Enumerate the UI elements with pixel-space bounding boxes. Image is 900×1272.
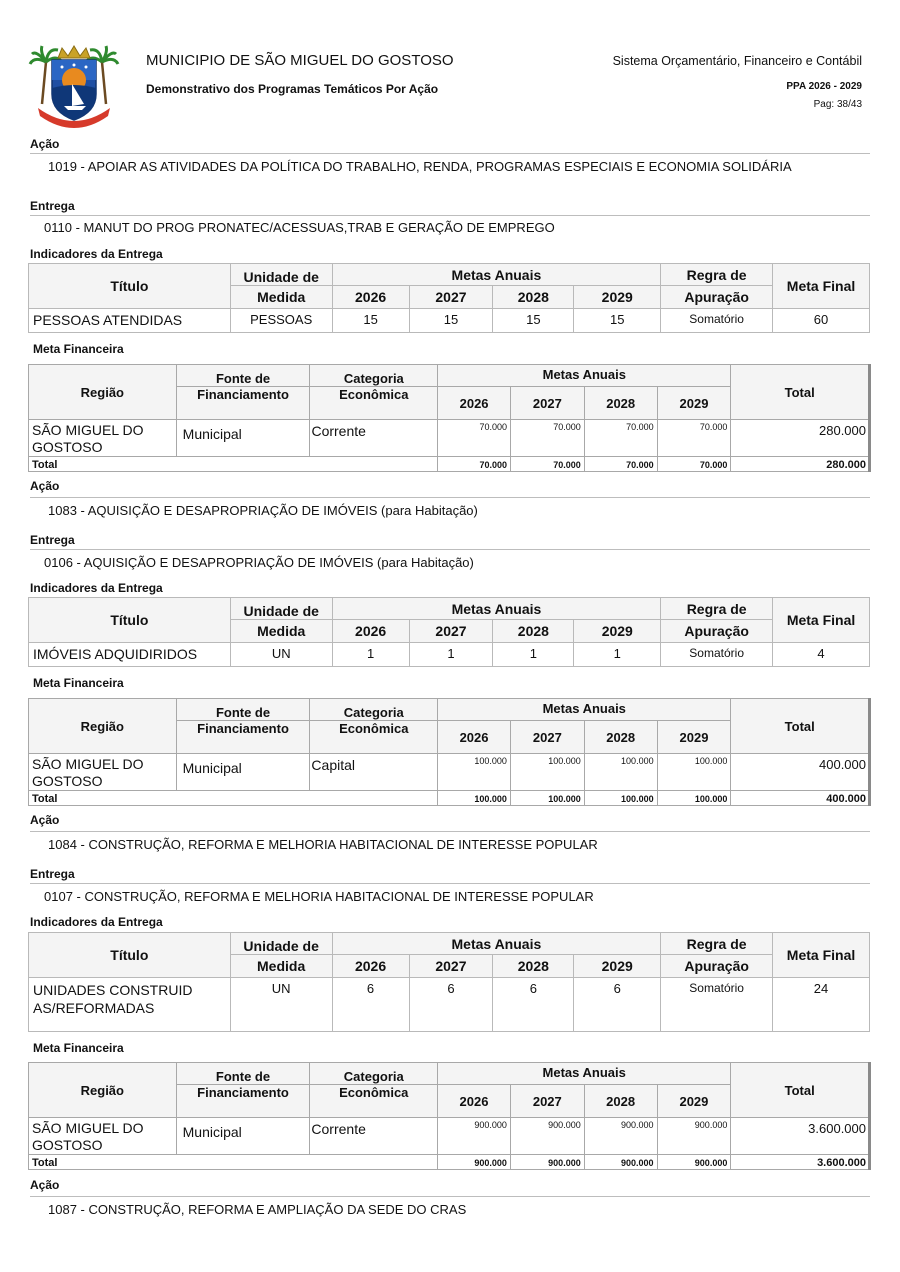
col-year: 2026 (438, 1085, 511, 1118)
total-value: 100.000 (438, 791, 511, 806)
total-value: 70.000 (584, 457, 657, 472)
col-metas-anuais: Metas Anuais (332, 598, 661, 620)
col-regiao: Região (29, 365, 177, 420)
col-regra-1: Regra de (661, 598, 773, 620)
meta-financeira-label: Meta Financeira (33, 1041, 124, 1055)
total-row (29, 457, 870, 472)
divider (30, 497, 870, 498)
indicator-meta: 1 (332, 643, 409, 667)
col-titulo: Título (29, 933, 231, 978)
col-metas-anuais: Metas Anuais (438, 699, 731, 721)
total-value: 900.000 (438, 1155, 511, 1170)
col-unidade-2: Medida (230, 286, 332, 309)
fin-regiao: SÃO MIGUEL DO GOSTOSO (29, 1118, 177, 1155)
col-year: 2027 (510, 1085, 584, 1118)
indicator-table (28, 932, 870, 1032)
col-year: 2026 (438, 721, 511, 754)
entrega-description: 0110 - MANUT DO PROG PRONATEC/ACESSUAS,TRAB E GERAÇÃO DE EMPREGO (44, 220, 555, 235)
financial-table (28, 364, 871, 472)
entrega-description: 0106 - AQUISIÇÃO E DESAPROPRIAÇÃO DE IMÓVEIS (para Habitação) (44, 555, 474, 570)
divider (30, 215, 870, 216)
col-year: 2029 (657, 1085, 731, 1118)
col-total: Total (731, 1063, 870, 1118)
table-row (29, 1118, 870, 1155)
col-categoria-1: Categoria (310, 365, 438, 387)
entrega-label: Entrega (30, 533, 75, 547)
col-metas-anuais: Metas Anuais (438, 365, 731, 387)
table-row (29, 754, 870, 791)
indicator-titulo: UNIDADES CONSTRUIDAS/REFORMADAS (29, 978, 231, 1032)
col-metas-anuais: Metas Anuais (438, 1063, 731, 1085)
table-row (29, 420, 870, 457)
col-fonte-2: Financiamento (176, 1085, 310, 1118)
fin-categoria: Capital (310, 754, 438, 791)
indicator-unidade: PESSOAS (230, 309, 332, 333)
system-name: Sistema Orçamentário, Financeiro e Contábil (612, 54, 862, 68)
col-year: 2029 (657, 721, 731, 754)
col-year: 2027 (409, 286, 493, 309)
indicator-meta: 15 (493, 309, 574, 333)
indicator-regra: Somatório (661, 643, 773, 667)
col-unidade-1: Unidade de (230, 598, 332, 620)
col-unidade-2: Medida (230, 955, 332, 978)
divider (30, 153, 870, 154)
fin-value: 70.000 (584, 420, 657, 457)
indicator-meta-final: 24 (773, 978, 870, 1032)
col-regra-1: Regra de (661, 264, 773, 286)
indicator-meta-final: 60 (773, 309, 870, 333)
acao-label: Ação (30, 479, 60, 493)
financial-table (28, 698, 871, 806)
indicator-table (28, 263, 870, 333)
indicator-meta: 1 (409, 643, 493, 667)
col-regra-1: Regra de (661, 933, 773, 955)
acao-label: Ação (30, 1178, 60, 1192)
indicator-meta: 6 (493, 978, 574, 1032)
col-year: 2028 (584, 1085, 657, 1118)
col-unidade-1: Unidade de (230, 933, 332, 955)
acao-label: Ação (30, 813, 60, 827)
col-regra-2: Apuração (661, 955, 773, 978)
indicator-meta: 6 (332, 978, 409, 1032)
col-unidade-2: Medida (230, 620, 332, 643)
total-value: 70.000 (438, 457, 511, 472)
col-metas-anuais: Metas Anuais (332, 933, 661, 955)
entrega-description: 0107 - CONSTRUÇÃO, REFORMA E MELHORIA HABITACIONAL DE INTERESSE POPULAR (44, 889, 594, 904)
col-categoria-2: Econômica (310, 387, 438, 420)
acao-description: 1019 - APOIAR AS ATIVIDADES DA POLÍTICA DO TRABALHO, RENDA, PROGRAMAS ESPECIAIS E ECONOMIA SOLIDÁRIA (48, 159, 792, 174)
total-value: 900.000 (510, 1155, 584, 1170)
total-value: 900.000 (584, 1155, 657, 1170)
col-regiao: Região (29, 1063, 177, 1118)
col-year: 2027 (510, 721, 584, 754)
col-fonte-1: Fonte de (176, 1063, 310, 1085)
acao-description: 1084 - CONSTRUÇÃO, REFORMA E MELHORIA HABITACIONAL DE INTERESSE POPULAR (48, 837, 598, 852)
col-unidade-1: Unidade de (230, 264, 332, 286)
report-title: Demonstrativo dos Programas Temáticos Por Ação (146, 82, 439, 96)
col-year: 2028 (493, 286, 574, 309)
col-year: 2026 (332, 620, 409, 643)
fin-value: 100.000 (584, 754, 657, 791)
financial-table (28, 1062, 871, 1170)
acao-description: 1087 - CONSTRUÇÃO, REFORMA E AMPLIAÇÃO DA SEDE DO CRAS (48, 1202, 467, 1217)
total-geral: 400.000 (731, 791, 870, 806)
indicator-meta: 15 (332, 309, 409, 333)
acao-label: Ação (30, 137, 60, 151)
col-meta-final: Meta Final (773, 598, 870, 643)
indicator-regra: Somatório (661, 309, 773, 333)
fin-regiao: SÃO MIGUEL DO GOSTOSO (29, 420, 177, 457)
divider (30, 549, 870, 550)
indicator-regra: Somatório (661, 978, 773, 1032)
col-year: 2028 (584, 721, 657, 754)
col-year: 2026 (332, 286, 409, 309)
total-row-label: Total (29, 791, 438, 806)
indicadores-label: Indicadores da Entrega (30, 247, 163, 261)
total-row (29, 1155, 870, 1170)
col-categoria-2: Econômica (310, 721, 438, 754)
divider (30, 1196, 870, 1197)
indicator-meta: 6 (574, 978, 661, 1032)
fin-fonte: Municipal (176, 1118, 310, 1155)
page-number: Pag: 38/43 (813, 99, 862, 110)
entrega-label: Entrega (30, 867, 75, 881)
fin-categoria: Corrente (310, 1118, 438, 1155)
total-row (29, 791, 870, 806)
fin-value: 900.000 (438, 1118, 511, 1155)
fin-fonte: Municipal (176, 754, 310, 791)
fin-total: 280.000 (731, 420, 870, 457)
total-geral: 3.600.000 (731, 1155, 870, 1170)
col-meta-final: Meta Final (773, 264, 870, 309)
table-row (29, 643, 870, 667)
indicadores-label: Indicadores da Entrega (30, 581, 163, 595)
fin-value: 900.000 (657, 1118, 731, 1155)
col-titulo: Título (29, 598, 231, 643)
total-geral: 280.000 (731, 457, 870, 472)
col-year: 2029 (657, 387, 731, 420)
table-row (29, 978, 870, 1032)
divider (30, 831, 870, 832)
col-year: 2027 (409, 620, 493, 643)
municipal-coat-of-arms-logo (28, 42, 120, 128)
divider (30, 883, 870, 884)
fin-fonte: Municipal (176, 420, 310, 457)
col-year: 2029 (574, 286, 661, 309)
indicator-meta: 1 (574, 643, 661, 667)
fin-value: 900.000 (584, 1118, 657, 1155)
total-row-label: Total (29, 457, 438, 472)
col-titulo: Título (29, 264, 231, 309)
fin-value: 100.000 (510, 754, 584, 791)
fin-value: 100.000 (657, 754, 731, 791)
acao-description: 1083 - AQUISIÇÃO E DESAPROPRIAÇÃO DE IMÓVEIS (para Habitação) (48, 503, 478, 518)
indicator-meta: 15 (409, 309, 493, 333)
fin-value: 70.000 (657, 420, 731, 457)
fin-value: 900.000 (510, 1118, 584, 1155)
fin-value: 70.000 (438, 420, 511, 457)
entrega-label: Entrega (30, 199, 75, 213)
total-value: 70.000 (510, 457, 584, 472)
indicator-titulo: PESSOAS ATENDIDAS (29, 309, 231, 333)
indicadores-label: Indicadores da Entrega (30, 915, 163, 929)
indicator-meta: 1 (493, 643, 574, 667)
col-regiao: Região (29, 699, 177, 754)
col-categoria-1: Categoria (310, 1063, 438, 1085)
total-value: 100.000 (510, 791, 584, 806)
meta-financeira-label: Meta Financeira (33, 676, 124, 690)
total-value: 70.000 (657, 457, 731, 472)
col-total: Total (731, 699, 870, 754)
indicator-titulo: IMÓVEIS ADQUIDIRIDOS (29, 643, 231, 667)
meta-financeira-label: Meta Financeira (33, 342, 124, 356)
table-row (29, 309, 870, 333)
fin-total: 400.000 (731, 754, 870, 791)
col-year: 2026 (332, 955, 409, 978)
col-meta-final: Meta Final (773, 933, 870, 978)
total-value: 900.000 (657, 1155, 731, 1170)
col-regra-2: Apuração (661, 620, 773, 643)
indicator-meta: 15 (574, 309, 661, 333)
col-year: 2026 (438, 387, 511, 420)
col-year: 2029 (574, 955, 661, 978)
indicator-unidade: UN (230, 643, 332, 667)
col-fonte-1: Fonte de (176, 365, 310, 387)
fin-value: 100.000 (438, 754, 511, 791)
col-year: 2027 (409, 955, 493, 978)
col-categoria-1: Categoria (310, 699, 438, 721)
col-year: 2029 (574, 620, 661, 643)
col-year: 2027 (510, 387, 584, 420)
total-value: 100.000 (657, 791, 731, 806)
col-categoria-2: Econômica (310, 1085, 438, 1118)
col-fonte-2: Financiamento (176, 387, 310, 420)
total-row-label: Total (29, 1155, 438, 1170)
col-year: 2028 (584, 387, 657, 420)
fin-value: 70.000 (510, 420, 584, 457)
col-year: 2028 (493, 955, 574, 978)
col-fonte-2: Financiamento (176, 721, 310, 754)
indicator-meta-final: 4 (773, 643, 870, 667)
indicator-unidade: UN (230, 978, 332, 1032)
fin-categoria: Corrente (310, 420, 438, 457)
ppa-period: PPA 2026 - 2029 (786, 81, 862, 92)
indicator-meta: 6 (409, 978, 493, 1032)
col-metas-anuais: Metas Anuais (332, 264, 661, 286)
fin-total: 3.600.000 (731, 1118, 870, 1155)
total-value: 100.000 (584, 791, 657, 806)
col-fonte-1: Fonte de (176, 699, 310, 721)
col-total: Total (731, 365, 870, 420)
municipality-name: MUNICIPIO DE SÃO MIGUEL DO GOSTOSO (146, 52, 454, 69)
fin-regiao: SÃO MIGUEL DO GOSTOSO (29, 754, 177, 791)
col-year: 2028 (493, 620, 574, 643)
indicator-table (28, 597, 870, 667)
col-regra-2: Apuração (661, 286, 773, 309)
